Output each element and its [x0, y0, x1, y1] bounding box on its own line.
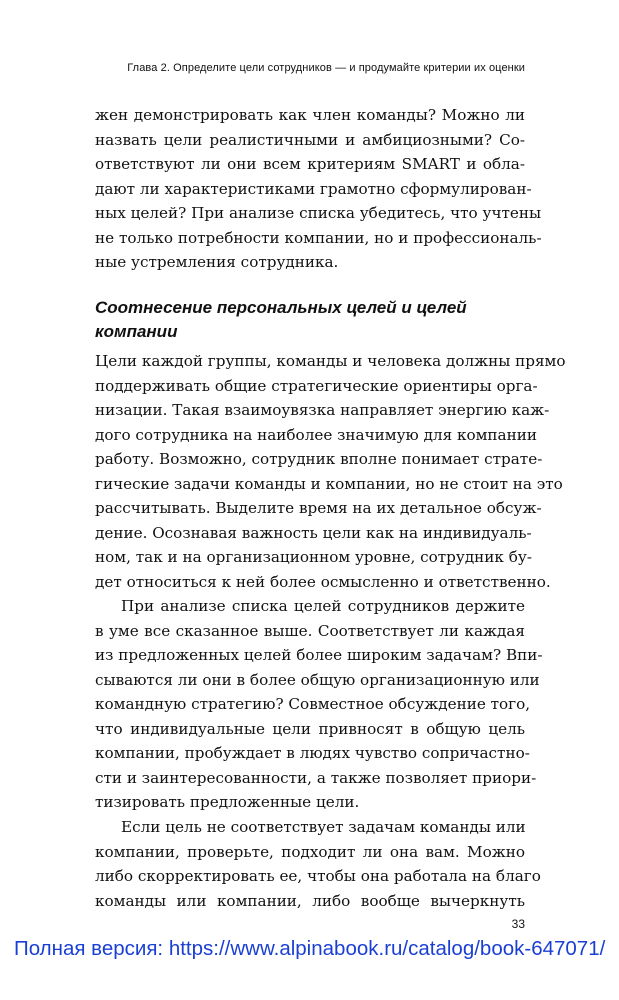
text-line: компании, проверьте, подходит ли она вам. Можно — [95, 842, 525, 861]
text-line: гические задачи команды и компании, но не стоит на это — [95, 474, 563, 493]
text-line: компании, пробуждает в людях чувство сопричастно- — [95, 744, 530, 762]
text-line: Если цель не соответствует задачам команды или — [121, 818, 526, 836]
text-line: назвать цели реалистичными и амбициозными? Со- — [95, 130, 525, 149]
text-line: работу. Возможно, сотрудник вполне понимает страте- — [95, 450, 543, 468]
text-line: дение. Осознавая важность цели как на индивидуаль- — [95, 523, 532, 542]
paragraph-2 — [95, 594, 543, 815]
text-line: тизировать предложенные цели. — [95, 793, 360, 811]
text-line: ных целей? При анализе списка убедитесь, что учтены — [95, 204, 542, 222]
text-line: из предложенных целей более широким задачам? Впи- — [95, 646, 543, 664]
text-line: команды или компании, либо вообще вычеркнуть — [95, 891, 525, 910]
text-line: в уме все сказанное выше. Соответствует ли каждая — [95, 621, 525, 640]
text-line: сти и заинтересованности, а также позволяет приори- — [95, 768, 537, 787]
page-number: 33 — [511, 917, 525, 931]
text-line: командную стратегию? Совместное обсуждение того, — [95, 695, 531, 713]
running-head: Глава 2. Определите цели сотрудников — и продумайте критерии их оценки — [127, 62, 525, 74]
heading-line: Соотнесение персональных целей и целей — [95, 298, 467, 317]
text-line: жен демонстрировать как член команды? Можно ли — [95, 106, 525, 124]
text-line: дет относиться к ней более осмысленно и ответственно. — [95, 572, 551, 591]
paragraph-top — [95, 103, 542, 275]
text-line: ответствуют ли они всем критериям SMART и обла- — [95, 155, 525, 173]
text-line: рассчитывать. Выделите время на их детальное обсуж- — [95, 499, 542, 517]
section-heading — [95, 296, 525, 344]
text-line: поддерживать общие стратегические ориентиры орга- — [95, 376, 538, 395]
full-version-link[interactable]: Полная версия: https://www.alpinabook.ru/catalog/book-647071/ — [14, 937, 606, 960]
text-line: что индивидуальные цели привносят в общую цель — [95, 719, 525, 738]
text-line: либо скорректировать ее, чтобы она работала на благо — [95, 867, 541, 885]
text-line: сываются ли они в более общую организационную или — [95, 670, 540, 689]
text-line: не только потребности компании, но и профессиональ- — [95, 228, 542, 247]
text-line: ные устремления сотрудника. — [95, 253, 339, 271]
paragraph-1 — [95, 349, 566, 594]
text-line: дого сотрудника на наиболее значимую для компании — [95, 425, 537, 444]
heading-line: компании — [95, 322, 178, 341]
text-line: низации. Такая взаимоувязка направляет энергию каж- — [95, 401, 550, 419]
paragraph-3 — [95, 815, 541, 913]
text-line: При анализе списка целей сотрудников держите — [121, 597, 525, 615]
text-line: дают ли характеристиками грамотно сформулирован- — [95, 179, 532, 198]
text-line: Цели каждой группы, команды и человека должны прямо — [95, 352, 566, 370]
text-line: ном, так и на организационном уровне, сотрудник бу- — [95, 548, 532, 566]
